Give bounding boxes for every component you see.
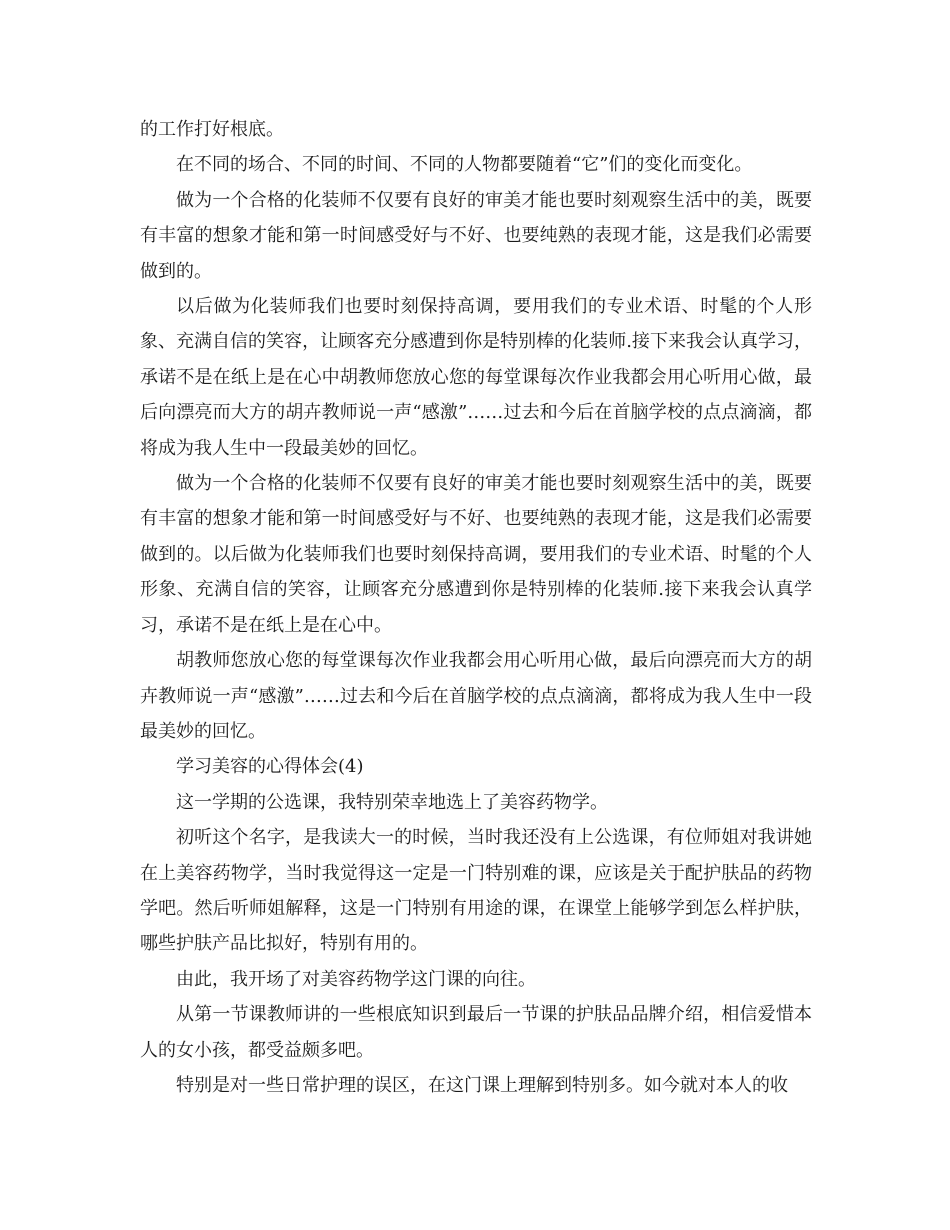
paragraph: 的工作打好根底。 <box>140 119 284 140</box>
paragraph: 初听这个名字，是我读大一的时候，当时我还没有上公选课，有位师姐对我讲她在上美容药物学，当时我觉得这一定是一门特别难的课，应该是关于配护肤品的药物学吧。然后听师姐解释，这是一门特别有用途的课，在课堂上能够学到怎么样护肤，哪些护肤产品比拟好，特别有用的。 <box>140 827 812 955</box>
paragraph: 胡教师您放心您的每堂课每次作业我都会用心听用心做，最后向漂亮而大方的胡卉教师说一声“感激”……过去和今后在首脑学校的点点滴滴，都将成为我人生中一段最美妙的回忆。 <box>140 650 812 742</box>
paragraph: 由此，我开场了对美容药物学这门课的向往。 <box>176 968 536 990</box>
paragraph: 做为一个合格的化装师不仅要有良好的审美才能也要时刻观察生活中的美，既要有丰富的想象才能和第一时间感受好与不好、也要纯熟的表现才能，这是我们必需要做到的。以后做为化装师我们也要时刻保持高调，要用我们的专业术语、时髦的个人形象、充满自信的笑容，让顾客充分感遭到你是特别棒的化装师.接下来我会认真学习，承诺不是在纸上是在心中。 <box>140 473 812 636</box>
paragraph: 在不同的场合、不同的时间、不同的人物都要随着“它”们的变化而变化。 <box>176 154 753 176</box>
paragraph: 做为一个合格的化装师不仅要有良好的审美才能也要时刻观察生活中的美，既要有丰富的想象才能和第一时间感受好与不好、也要纯熟的表现才能，这是我们必需要做到的。 <box>140 189 812 282</box>
paragraph: 这一学期的公选课，我特别荣幸地选上了美容药物学。 <box>176 791 608 813</box>
section-heading: 学习美容的心得体会(4) <box>176 756 364 778</box>
paragraph: 以后做为化装师我们也要时刻保持高调，要用我们的专业术语、时髦的个人形象、充满自信的笑容，让顾客充分感遭到你是特别棒的化装师.接下来我会认真学习，承诺不是在纸上是在心中胡教师您放心您的每堂课每次作业我都会用心听用心做，最后向漂亮而大方的胡卉教师说一声“感激”……过去和今后在首脑学校的点点滴滴，都将成为我人生中一段最美妙的回忆。 <box>140 296 812 459</box>
document-body <box>140 112 812 1103</box>
paragraph: 从第一节课教师讲的一些根底知识到最后一节课的护肤品品牌介绍，相信爱惜本人的女小孩，都受益颇多吧。 <box>140 1004 812 1061</box>
paragraph: 特别是对一些日常护理的误区，在这门课上理解到特别多。如今就对本人的收 <box>176 1074 788 1096</box>
